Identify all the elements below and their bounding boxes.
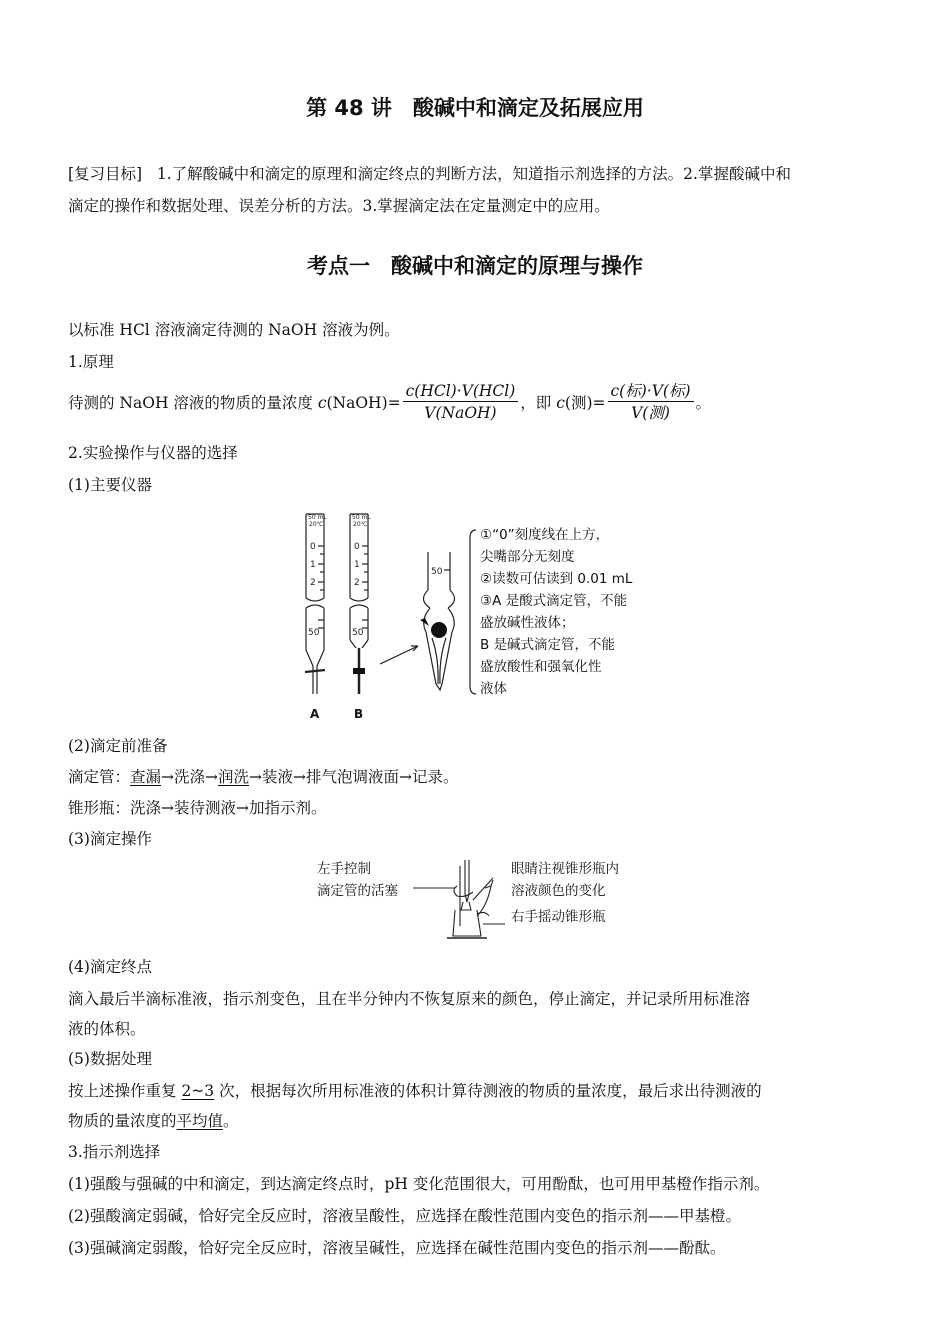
review-goals-tag: [复习目标] — [68, 165, 143, 183]
data-processing-line-1 — [68, 1080, 762, 1102]
endpoint-line-2: 液的体积。 — [68, 1020, 146, 1038]
burette-b-volume-label: 50 mL — [352, 514, 371, 521]
burette-a-tick-50: 50 — [308, 628, 320, 638]
prep-step-rinse: 润洗 — [218, 768, 250, 786]
endpoint-line-1: 滴入最后半滴标准液，指示剂变色，且在半分钟内不恢复原来的颜色，停止滴定，并记录所用标准溶 — [68, 990, 751, 1008]
zoom-rubber-ball — [431, 622, 447, 638]
burette-note-6: B 是碱式滴定管，不能 — [480, 637, 616, 653]
burette-note-4: ③A 是酸式滴定管，不能 — [480, 593, 628, 609]
left-hand-caption-line-1: 左手控制 — [317, 861, 371, 877]
formula-prefix: 待测的 NaOH 溶液的物质的量浓度 — [68, 393, 318, 412]
prep-step-leak-check: 查漏 — [130, 768, 162, 786]
indicator-item-2: (2)强酸滴定弱碱，恰好完全反应时，溶液呈酸性，应选择在酸性范围内变色的指示剂——甲基橙。 — [68, 1207, 741, 1225]
lecture-title: 第 48 讲 酸碱中和滴定及拓展应用 — [306, 96, 644, 120]
burette-note-7: 盛放酸性和强氧化性 — [480, 659, 602, 675]
data-line-1-b: 次，根据每次所用标准液的体积计算待测液的物质的量浓度，最后求出待测液的 — [214, 1082, 762, 1100]
formula-numerator-2: c(标)·V(标) — [608, 381, 694, 402]
section-intro: 以标准 HCl 溶液滴定待测的 NaOH 溶液为例。 — [68, 321, 400, 339]
operation-heading: (3)滴定操作 — [68, 830, 152, 848]
indicator-item-1: (1)强酸与强碱的中和滴定，到达滴定终点时，pH 变化范围很大，可用酚酞，也可用甲基橙作指示剂。 — [68, 1175, 770, 1193]
burette-figure — [290, 508, 670, 723]
formula-denominator-2: V(测) — [631, 404, 670, 422]
zoom-tick-50: 50 — [431, 567, 443, 577]
prep-heading: (2)滴定前准备 — [68, 737, 168, 755]
notes-bracket — [470, 530, 476, 694]
burette-b-temp-label: 20℃ — [353, 521, 368, 528]
prep-step-wash: →洗涤→ — [161, 768, 219, 786]
burette-a-label: A — [310, 707, 320, 721]
formula-fraction-1 — [403, 381, 519, 424]
burette-notes — [480, 524, 632, 700]
burette-a-tick-0: 0 — [310, 542, 316, 552]
eye-caption-line-1: 眼睛注视锥形瓶内 — [511, 861, 619, 877]
review-goals-line-1 — [68, 163, 791, 185]
burette-note-8: 液体 — [480, 681, 507, 697]
data-processing-heading: (5)数据处理 — [68, 1050, 152, 1068]
prep-step-rest: →装液→排气泡调液面→记录。 — [249, 768, 459, 786]
data-line-2-a: 物质的量浓度的 — [68, 1112, 177, 1130]
instruments-heading: (1)主要仪器 — [68, 476, 152, 494]
titration-figure — [315, 856, 655, 946]
endpoint-heading: (4)滴定终点 — [68, 958, 152, 976]
prep-burette-line — [68, 766, 459, 788]
data-processing-line-2 — [68, 1110, 239, 1132]
repeat-count: 2~3 — [181, 1082, 215, 1100]
burette-note-3: ②读数可估读到 0.01 mL — [480, 571, 633, 587]
review-goals-line-2: 滴定的操作和数据处理、误差分析的方法。3.掌握滴定法在定量测定中的应用。 — [68, 197, 610, 215]
prep-burette-label: 滴定管： — [68, 768, 131, 786]
formula-numerator-1: c(HCl)·V(HCl) — [403, 381, 519, 402]
indicator-item-3: (3)强碱滴定弱酸，恰好完全反应时，溶液呈碱性，应选择在碱性范围内变色的指示剂——酚酞。 — [68, 1239, 726, 1257]
formula-denominator-1: V(NaOH) — [424, 404, 497, 422]
burette-b-tick-2: 2 — [354, 578, 360, 588]
data-line-1-a: 按上述操作重复 — [68, 1082, 182, 1100]
principle-heading: 1.原理 — [68, 353, 114, 371]
left-hand-caption — [317, 858, 398, 902]
burette-b-tick-1: 1 — [354, 560, 360, 570]
eye-caption-line-2: 溶液颜色的变化 — [511, 883, 606, 899]
formula-lhs-2: (测)= — [564, 393, 606, 412]
formula-mid: ，即 — [520, 393, 557, 412]
zoom-arrow — [380, 646, 418, 664]
section-title: 考点一 酸碱中和滴定的原理与操作 — [307, 254, 643, 278]
indicator-heading: 3.指示剂选择 — [68, 1143, 161, 1161]
review-goals-text-1: 1.了解酸碱中和滴定的原理和滴定终点的判断方法，知道指示剂选择的方法。2.掌握酸碱中和 — [156, 165, 791, 183]
formula-lhs: (NaOH)= — [326, 393, 401, 412]
operations-heading: 2.实验操作与仪器的选择 — [68, 444, 238, 462]
principle-formula — [68, 381, 711, 424]
burette-b-tick-50: 50 — [352, 628, 364, 638]
right-captions — [511, 858, 619, 928]
burette-a-temp-label: 20℃ — [309, 521, 324, 528]
burette-b-label: B — [354, 707, 364, 721]
formula-fraction-2 — [608, 381, 694, 424]
burette-b-tick-0: 0 — [354, 542, 360, 552]
burette-a-tick-1: 1 — [310, 560, 316, 570]
average-value: 平均值 — [176, 1112, 224, 1130]
burette-a-tick-2: 2 — [310, 578, 316, 588]
data-line-2-b: 。 — [223, 1112, 239, 1130]
formula-c-symbol-2: c — [556, 393, 565, 412]
burette-note-1: ①“0”刻度线在上方， — [480, 527, 610, 543]
burette-note-2: 尖嘴部分无刻度 — [480, 549, 575, 565]
right-hand-caption: 右手摇动锥形瓶 — [511, 909, 606, 925]
left-hand-caption-line-2: 滴定管的活塞 — [317, 883, 398, 899]
burette-note-5: 盛放碱性液体； — [480, 615, 575, 631]
formula-c-symbol: c — [317, 393, 327, 412]
burette-a-volume-label: 50 mL — [308, 514, 327, 521]
formula-end: 。 — [695, 393, 712, 412]
prep-flask-line: 锥形瓶：洗涤→装待测液→加指示剂。 — [68, 799, 327, 817]
